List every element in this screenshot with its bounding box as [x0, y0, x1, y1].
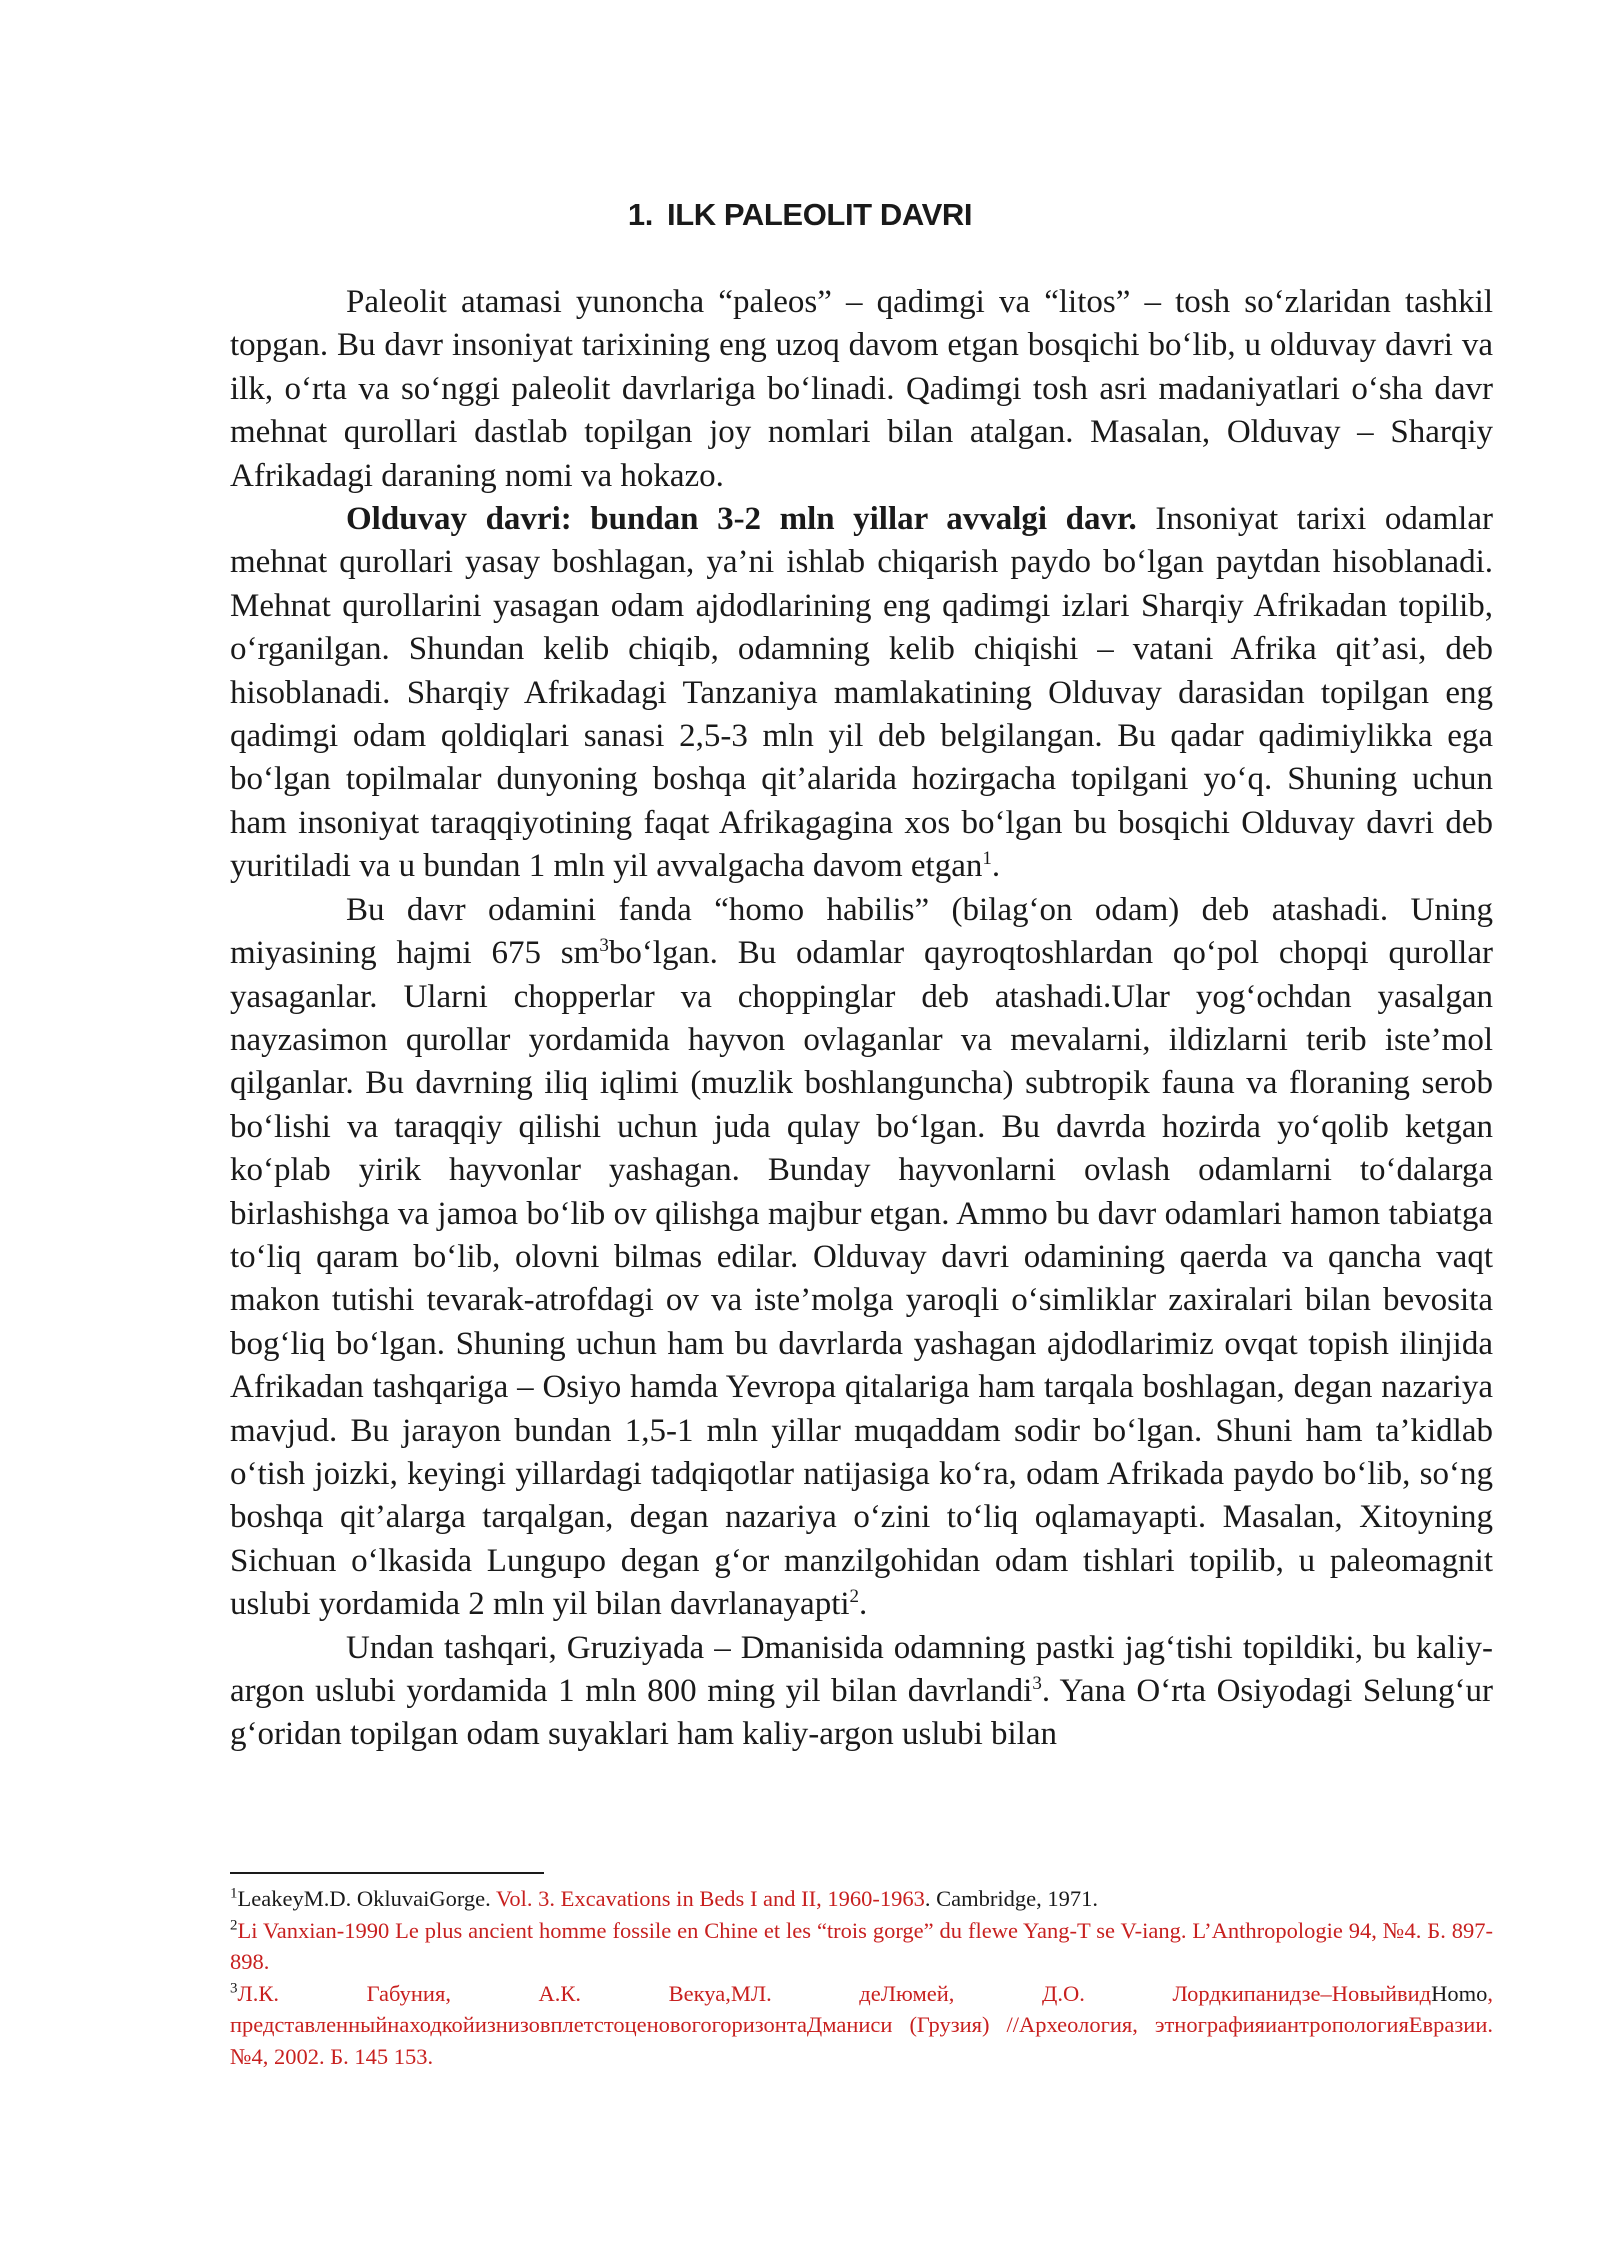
paragraph-2 — [230, 498, 1493, 889]
footnote-divider — [230, 1872, 544, 1874]
paragraph-3 — [230, 889, 1493, 1627]
paragraph-4 — [230, 1627, 1493, 1757]
paragraph-4-text-b: . Yana O‘rta Osiyodagi Selung‘ur g‘oridan topilgan odam suyaklari ham kaliy-argon uslubi bilan — [230, 1673, 1493, 1753]
footnote-ref-1[interactable]: 1 — [982, 848, 992, 870]
paragraph-3-text-b: bo‘lgan. Bu odamlar qayroqtoshlardan qo‘pol chopqi qurollar yasaganlar. Ularni chopperlar va choppinglar deb atashadi.Ular yog‘ochdan yasalgan nayzasimon qurollar yordamida hayvon ovlaganlar va mevalarni, ildizlarni terib iste’mol qilganlar. Bu davrning iliq iqlimi (muzlik boshlanguncha) subtropik fauna va floraning serob bo‘lishi va taraqqiy qilishi uchun juda qulay bo‘lgan. Bu davrda hozirda yo‘qolib ketgan ko‘plab yirik hayvonlar yashagan. Bunday hayvonlarni ovlash odamlarni to‘dalarga birlashishga va jamoa bo‘lib ov qilishga majbur etgan. Ammo bu davr odamlari hamon tabiatga to‘liq qaram bo‘lib, olovni bilmas edilar. Olduvay davri odamining qaerda va qancha vaqt makon tutishi tevarak-atrofdagi ov va iste’molga yaroqli o‘simliklar zaxiralari bilan bevosita bog‘liq bo‘lgan. Shuning uchun ham bu davrlarda yashagan ajdodlarimiz ovqat topish ilinjida Afrikadan tashqariga – Osiyo hamda Yevropa qitalariga ham tarqala boshlagan, degan nazariya mavjud. Bu jarayon bundan 1,5-1 mln yillar muqaddam sodir bo‘lgan. Shuni ham ta’kidlab o‘tish joizki, keyingi yillardagi tadqiqotlar natijasiga ko‘ra, odam Afrikada paydo bo‘lib, so‘ng boshqa qit’alarga tarqalgan, degan nazariya o‘zini to‘liq oqlamayapti. Masalan, Xitoyning Sichuan o‘lkasida Lungupo degan g‘or manzilgohidan odam tishlari topilib, u paleomagnit uslubi yordamida 2 mln yil bilan davrlanayapti — [230, 935, 1493, 1623]
paragraph-3-end: . — [859, 1586, 868, 1623]
superscript-cube: 3 — [599, 935, 609, 957]
footnote-2 — [230, 1915, 1493, 1978]
paragraph-2-end: . — [991, 848, 1001, 885]
body-text — [230, 281, 1493, 1757]
footnote-1-author: LeakeyM.D. OkluvaiGorge. — [237, 1886, 496, 1911]
paragraph-3-text-a: Bu davr odamini fanda “homo habilis” (bilag‘on odam) deb atashadi. Uning miyasining hajmi 675 sm — [230, 891, 1493, 972]
section-number: 1. — [627, 197, 653, 232]
footnote-1 — [230, 1883, 1493, 1915]
section-title: ILK PALEOLIT DAVRI — [666, 197, 973, 232]
paragraph-2-heading: Olduvay davri: bundan 3-2 mln yillar avvalgi davr. — [346, 501, 1137, 538]
footnote-1-end: . Cambridge, 1971. — [924, 1886, 1099, 1911]
footnote-3-authors[interactable]: Л.К. Габуния, А.К. Векуа,МЛ. деЛюмей, Д.О. Лордкипанидзе–Новыйвид — [237, 1980, 1432, 2006]
footnote-ref-2[interactable]: 2 — [849, 1586, 860, 1608]
footnote-3 — [230, 1978, 1493, 2073]
paragraph-2-text: Insoniyat tarixi odamlar mehnat qurollari yasay boshlagan, ya’ni ishlab chiqarish paydo bo‘lgan paytdan hisoblanadi. Mehnat qurollarini yasagan odam ajdodlarining eng qadimgi izlari Sharqiy Afrikadan topilib, o‘rganilgan. Shundan kelib chiqib, odamning kelib chiqishi – vatani Afrika qit’asi, deb hisoblanadi. Sharqiy Afrikadagi Tanzaniya mamlakatining Olduvay darasidan topilgan eng qadimgi odam qoldiqlari sanasi 2,5-3 mln yil deb belgilangan. Bu qadar qadimiylikka ega bo‘lgan topilmalar dunyoning boshqa qit’alarida hozirgacha topilgani yo‘q. Shuning uchun ham insoniyat taraqqiyotining faqat Afrikagagina xos bo‘lgan bu bosqichi Olduvay davri deb yuritiladi va u bundan 1 mln yil avvalgacha davom etgan — [230, 501, 1493, 885]
footnote-2-number: 2 — [230, 1917, 238, 1933]
footnote-3-rest[interactable]: , представленныйнаходкойизнизовплетстоценовогогоризонтаДманиси (Грузия) //Археология, этнографияиантропологияЕвразии. №4, 2002. Б. 145 153. — [230, 1980, 1493, 2069]
footnote-3-homo: Homo — [1431, 1980, 1488, 2006]
paragraph-1: Paleolit atamasi yunoncha “paleos” – qadimgi va “litos” – tosh so‘zlaridan tashkil topgan. Bu davr insoniyat tarixining eng uzoq davom etgan bosqichi bo‘lib, u olduvay davri va ilk, o‘rta va so‘nggi paleolit davrlariga bo‘linadi. Qadimgi tosh asri madaniyatlari o‘sha davr mehnat qurollari dastlab topilgan joy nomlari bilan atalgan. Masalan, Olduvay – Sharqiy Afrikadagi daraning nomi va hokazo. — [230, 284, 1493, 494]
paragraph-4-text-a: Undan tashqari, Gruziyada – Dmanisida odamning pastki jag‘tishi topildiki, bu kaliy-argon uslubi yordamida 1 mln 800 ming yil bilan davrlandi — [230, 1629, 1493, 1709]
footnote-1-link[interactable]: Vol. 3. Excavations in Beds I and II, 1960-1963 — [496, 1886, 925, 1911]
footnote-2-text[interactable]: Li Vanxian-1990 Le plus ancient homme fossile en Chine et les “trois gorge” du flewe Yang-T se V-iang. L’Anthropologie 94, №4. Б. 897-898. — [230, 1917, 1493, 1974]
page-title — [0, 197, 1600, 233]
footnote-3-number: 3 — [230, 1980, 238, 1996]
footnotes — [230, 1883, 1493, 2072]
footnote-1-number: 1 — [230, 1885, 238, 1902]
footnote-ref-3[interactable]: 3 — [1032, 1673, 1042, 1694]
